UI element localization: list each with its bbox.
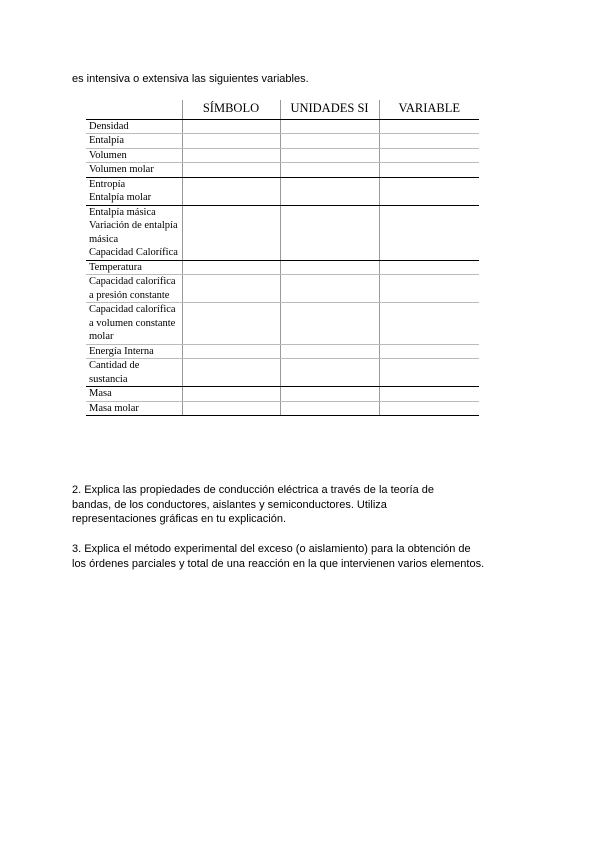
unidades-cell [280, 177, 379, 205]
variable-name: Capacidad calorífica a volumen constante molar [89, 304, 176, 342]
variable-cell [379, 260, 479, 275]
variable-cell [379, 275, 479, 303]
header-simbolo: SÍMBOLO [182, 100, 280, 119]
unidades-cell [280, 275, 379, 303]
unidades-cell [280, 401, 379, 416]
simbolo-cell [182, 401, 280, 416]
table-row [86, 134, 479, 149]
variable-cell [379, 387, 479, 402]
header-unidades-si: UNIDADES SI [280, 100, 379, 119]
variable-name-cell [86, 344, 182, 359]
table-row [86, 177, 479, 205]
variable-name: Temperatura [89, 261, 142, 273]
variable-name-cell [86, 359, 182, 387]
question-3-line: los órdenes parciales y total de una reacción en la que intervienen varios elementos. [72, 557, 485, 570]
variable-name: Entalpía [89, 135, 124, 146]
variable-cell [379, 163, 479, 178]
question-3-line: 3. Explica el método experimental del exceso (o aislamiento) para la obtención de [72, 543, 471, 555]
variable-cell [379, 134, 479, 149]
variable-name: Masa [89, 388, 112, 399]
table-row [86, 401, 479, 416]
variable-name: Volumen molar [89, 164, 154, 175]
variable-name: Energía Interna [89, 345, 154, 357]
variable-name-cell [86, 401, 182, 416]
unidades-cell [280, 205, 379, 260]
variable-cell [379, 205, 479, 260]
variable-name-cell [86, 177, 182, 205]
question-2-line: bandas, de los conductores, aislantes y semiconductores. Utiliza [72, 498, 387, 511]
variable-name-cell [86, 275, 182, 303]
variable-name-cell [86, 387, 182, 402]
variable-name: Volumen [89, 149, 127, 161]
variable-name: Entalpía másica [89, 206, 156, 218]
variable-name-cell [86, 134, 182, 149]
unidades-cell [280, 387, 379, 402]
unidades-cell [280, 344, 379, 359]
table-row [86, 303, 479, 345]
variable-name-cell [86, 119, 182, 134]
table-row [86, 260, 479, 275]
simbolo-cell [182, 275, 280, 303]
variable-cell [379, 344, 479, 359]
simbolo-cell [182, 344, 280, 359]
table-row [86, 205, 479, 260]
intro-text: es intensiva o extensiva las siguientes variables. [72, 73, 309, 85]
simbolo-cell [182, 303, 280, 345]
table-row [86, 119, 479, 134]
variables-table [86, 100, 479, 416]
question-2 [72, 483, 434, 527]
variable-cell [379, 401, 479, 416]
header-variable: VARIABLE [379, 100, 479, 119]
simbolo-cell [182, 205, 280, 260]
variable-cell [379, 177, 479, 205]
unidades-cell [280, 148, 379, 163]
table-row [86, 344, 479, 359]
variable-name-cell [86, 205, 182, 260]
unidades-cell [280, 119, 379, 134]
variable-name: Capacidad Calorífica [89, 247, 178, 258]
table-row [86, 387, 479, 402]
table-row [86, 359, 479, 387]
variable-name: Entropía [89, 178, 126, 190]
variable-cell [379, 119, 479, 134]
table-row [86, 163, 479, 178]
simbolo-cell [182, 177, 280, 205]
variable-name: Entalpía molar [89, 192, 152, 203]
variable-name-cell [86, 163, 182, 178]
unidades-cell [280, 359, 379, 387]
simbolo-cell [182, 359, 280, 387]
table-row [86, 275, 479, 303]
variable-cell [379, 148, 479, 163]
simbolo-cell [182, 134, 280, 149]
variable-name-cell [86, 260, 182, 275]
variable-name-cell [86, 148, 182, 163]
variable-name: Masa molar [89, 402, 139, 414]
unidades-cell [280, 303, 379, 345]
variable-cell [379, 359, 479, 387]
simbolo-cell [182, 260, 280, 275]
variable-name: Cantidad de sustancia [89, 360, 140, 385]
variable-name: Variación de entalpía másica [89, 220, 178, 245]
simbolo-cell [182, 119, 280, 134]
simbolo-cell [182, 163, 280, 178]
variable-cell [379, 303, 479, 345]
simbolo-cell [182, 148, 280, 163]
header-blank [86, 100, 182, 119]
question-2-line: 2. Explica las propiedades de conducción eléctrica a través de la teoría de [72, 484, 434, 496]
unidades-cell [280, 163, 379, 178]
unidades-cell [280, 260, 379, 275]
question-2-line: representaciones gráficas en tu explicación. [72, 513, 287, 525]
variable-name: Densidad [89, 120, 129, 132]
simbolo-cell [182, 387, 280, 402]
table-header-row [86, 100, 479, 119]
variable-name-cell [86, 303, 182, 345]
unidades-cell [280, 134, 379, 149]
question-3 [72, 542, 484, 571]
variable-name: Capacidad calorífica a presión constante [89, 276, 176, 301]
table-row [86, 148, 479, 163]
table-body [86, 119, 479, 416]
